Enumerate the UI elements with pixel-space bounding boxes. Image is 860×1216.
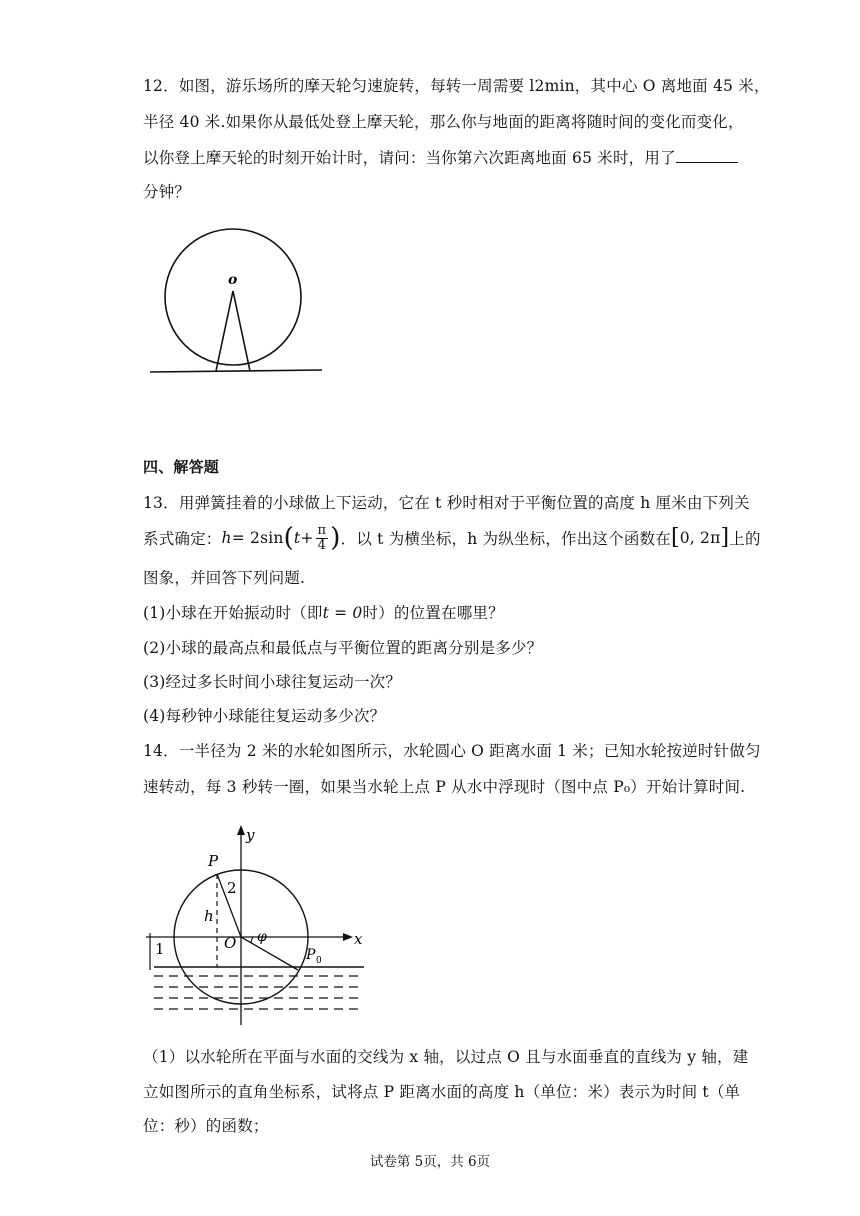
label-p0-subscript: 0	[316, 956, 322, 966]
q14-part1-line-1: （1）以水轮所在平面与水面的交线为 x 轴，以过点 O 且与水面垂直的直线为 y 轴，建	[143, 1048, 749, 1066]
q12-line-4: 分钟？	[143, 183, 191, 201]
q13-sub-4: (4)每秒钟小球能往复运动多少次？	[143, 707, 386, 725]
q13-sub-2: (2)小球的最高点和最低点与平衡位置的距离分别是多少？	[143, 639, 543, 657]
right-paren: )	[330, 523, 341, 553]
q12-line-3-text: 以你登上摩天轮的时刻开始计时，请问：当你第六次距离地面 65 米时，用了	[143, 149, 676, 167]
label-phi: φ	[257, 929, 267, 945]
q13-line-1: 13．用弹簧挂着的小球做上下运动，它在 t 秒时相对于平衡位置的高度 h 厘米由下列关	[143, 494, 750, 512]
q12-line-3	[143, 146, 738, 168]
interval-text: 0, 2π	[679, 529, 721, 547]
fraction-pi-over-4	[316, 524, 329, 553]
section-title: 四、解答题	[143, 458, 220, 476]
q13-line-2-suffix: 上的	[729, 530, 761, 548]
q14-part1-line-3: 位：秒）的函数；	[143, 1117, 269, 1135]
formula-h: h	[221, 529, 232, 547]
support-left	[216, 291, 233, 371]
right-bracket: ]	[720, 525, 730, 550]
label-h: h	[204, 907, 214, 925]
label-1: 1	[155, 940, 165, 958]
q13-line-2-prefix: 系式确定：	[143, 530, 222, 548]
wheel-circle	[165, 229, 301, 365]
support-right	[233, 291, 250, 371]
y-axis-arrow	[237, 825, 245, 835]
label-x: x	[354, 930, 363, 948]
page-footer: 试卷第 5页，共 6页	[369, 1154, 491, 1170]
q14-part1-line-2: 立如图所示的直角坐标系，试将点 P 距离水面的高度 h（单位：米）表示为时间 t（单	[143, 1083, 741, 1101]
formula-eq: = 2sin	[231, 529, 284, 547]
q13-line-2	[143, 520, 761, 556]
label-2: 2	[227, 879, 237, 897]
center-label-o: o	[228, 272, 238, 288]
q13-sub-1-math: t = 0	[322, 604, 363, 622]
q13-sub-3: (3)经过多长时间小球往复运动一次？	[143, 673, 402, 691]
fraction-numerator: π	[317, 522, 327, 538]
x-axis-arrow	[343, 933, 353, 941]
q13-sub-1	[143, 601, 504, 623]
water-wheel-figure	[140, 820, 380, 1030]
label-p0: P	[306, 947, 316, 963]
q13-line-3: 图象，并回答下列问题.	[143, 569, 306, 587]
ferris-wheel-figure	[140, 225, 340, 385]
label-y: y	[246, 826, 255, 844]
formula-t: t	[293, 529, 301, 547]
answer-blank	[676, 148, 738, 163]
label-p: P	[208, 852, 219, 870]
radius-op0	[241, 937, 298, 970]
q13-sub-1-prefix: (1)小球在开始振动时（即	[143, 604, 323, 622]
left-bracket: [	[670, 525, 680, 550]
formula-plus: +	[300, 529, 314, 547]
q14-line-1: 14．一半径为 2 米的水轮如图所示，水轮圆心 O 距离水面 1 米；已知水轮按逆时针做匀	[143, 742, 761, 760]
q13-line-2-mid: ．以 t 为横坐标，h 为纵坐标，作出这个函数在	[340, 530, 671, 548]
q13-sub-1-suffix: 时）的位置在哪里？	[362, 604, 504, 622]
q12-line-1: 12．如图，游乐场所的摩天轮匀速旋转，每转一周需要 l2min，其中心 O 离地面 45 米，	[143, 77, 770, 95]
left-paren: (	[283, 523, 294, 553]
q12-line-2: 半径 40 米.如果你从最低处登上摩天轮，那么你与地面的距离将随时间的变化而变化，	[143, 113, 744, 131]
angle-phi-arc	[251, 937, 253, 943]
ground-line	[150, 370, 322, 372]
label-o: O	[224, 934, 237, 952]
q14-line-2: 速转动，每 3 秒转一圈，如果当水轮上点 P 从水中浮现时（图中点 P₀）开始计算时间.	[143, 778, 746, 796]
fraction-denominator: 4	[317, 537, 327, 553]
